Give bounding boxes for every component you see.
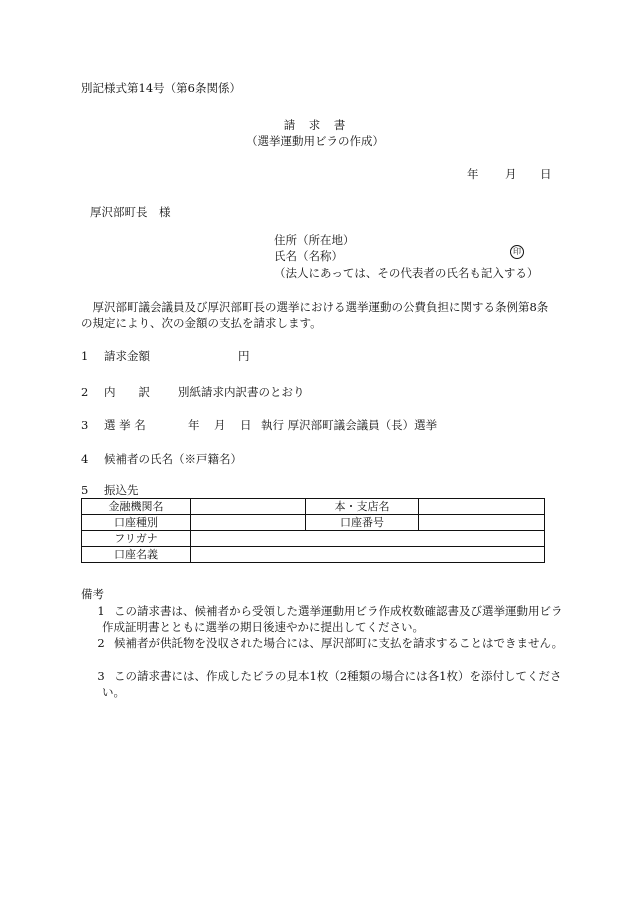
account-holder-label: 口座名義 bbox=[82, 547, 191, 563]
item-number: 5 bbox=[81, 483, 89, 497]
breakdown-value: 別紙請求内訳書のとおり bbox=[178, 385, 305, 399]
item-label: 選 挙 名 bbox=[104, 418, 146, 432]
table-row bbox=[82, 515, 545, 531]
table-row bbox=[82, 531, 545, 547]
account-type-label: 口座種別 bbox=[82, 515, 191, 531]
branch-field[interactable] bbox=[419, 499, 545, 515]
addressee: 厚沢部町長 様 bbox=[90, 205, 171, 219]
account-number-field[interactable] bbox=[419, 515, 545, 531]
account-holder-field[interactable] bbox=[191, 547, 545, 563]
seal-mark: 印 bbox=[510, 245, 524, 259]
furigana-label: フリガナ bbox=[82, 531, 191, 547]
election-day: 日 bbox=[240, 418, 252, 432]
account-number-label: 口座番号 bbox=[306, 515, 419, 531]
date-year: 年 bbox=[467, 167, 479, 181]
document-subtitle: （選挙運動用ビラの作成） bbox=[246, 134, 384, 148]
bank-name-field[interactable] bbox=[191, 499, 306, 515]
account-type-field[interactable] bbox=[191, 515, 306, 531]
table-row bbox=[82, 499, 545, 515]
remark-text: この請求書は、候補者から受領した選挙運動用ビラ作成枚数確認書及び選挙運動用ビラ作成証明書とともに選挙の期日後速やかに提出してください。 bbox=[102, 604, 563, 634]
address-label: 住所（所在地） bbox=[274, 233, 355, 247]
remark-text: 候補者が供託物を没収された場合には、厚沢部町に支払を請求することはできません。 bbox=[114, 636, 564, 650]
bank-account-table bbox=[81, 498, 545, 563]
remark-note bbox=[88, 603, 568, 635]
table-row bbox=[82, 547, 545, 563]
intro-paragraph: 厚沢部町議会議員及び厚沢部町長の選挙における選挙運動の公費負担に関する条例第8条の規定により、次の金額の支払を請求します。 bbox=[81, 300, 549, 330]
election-month: 月 bbox=[214, 418, 226, 432]
applicant-note: （法人にあっては、その代表者の氏名も記入する） bbox=[274, 266, 539, 280]
document-title: 請 求 書 bbox=[283, 118, 347, 132]
item-label: 振込先 bbox=[104, 483, 139, 497]
item-label: 請求金額 bbox=[104, 349, 150, 363]
election-year: 年 bbox=[188, 418, 200, 432]
election-name: 執行 厚沢部町議会議員（長）選挙 bbox=[261, 418, 438, 432]
amount-unit: 円 bbox=[238, 349, 250, 363]
remark-number: 3 bbox=[97, 669, 105, 683]
item-label: 候補者の氏名（※戸籍名） bbox=[104, 452, 242, 466]
name-label: 氏名（名称） bbox=[274, 249, 343, 263]
remark-note bbox=[88, 635, 568, 651]
item-number: 4 bbox=[81, 452, 89, 466]
item-number: 3 bbox=[81, 418, 89, 432]
item-number: 2 bbox=[81, 385, 89, 399]
bank-name-label: 金融機関名 bbox=[82, 499, 191, 515]
furigana-field[interactable] bbox=[191, 531, 545, 547]
remark-number: 1 bbox=[97, 604, 105, 618]
date-day: 日 bbox=[540, 167, 552, 181]
branch-label: 本・支店名 bbox=[306, 499, 419, 515]
remark-number: 2 bbox=[97, 636, 105, 650]
item-number: 1 bbox=[81, 349, 89, 363]
remark-text: この請求書には、作成したビラの見本1枚（2種類の場合には各1枚）を添付してください。 bbox=[102, 669, 562, 699]
date-month: 月 bbox=[505, 167, 517, 181]
form-number: 別記様式第14号（第6条関係） bbox=[81, 81, 241, 95]
item-label: 内 訳 bbox=[104, 385, 150, 399]
remark-note bbox=[88, 668, 568, 700]
remarks-heading: 備考 bbox=[81, 587, 104, 601]
